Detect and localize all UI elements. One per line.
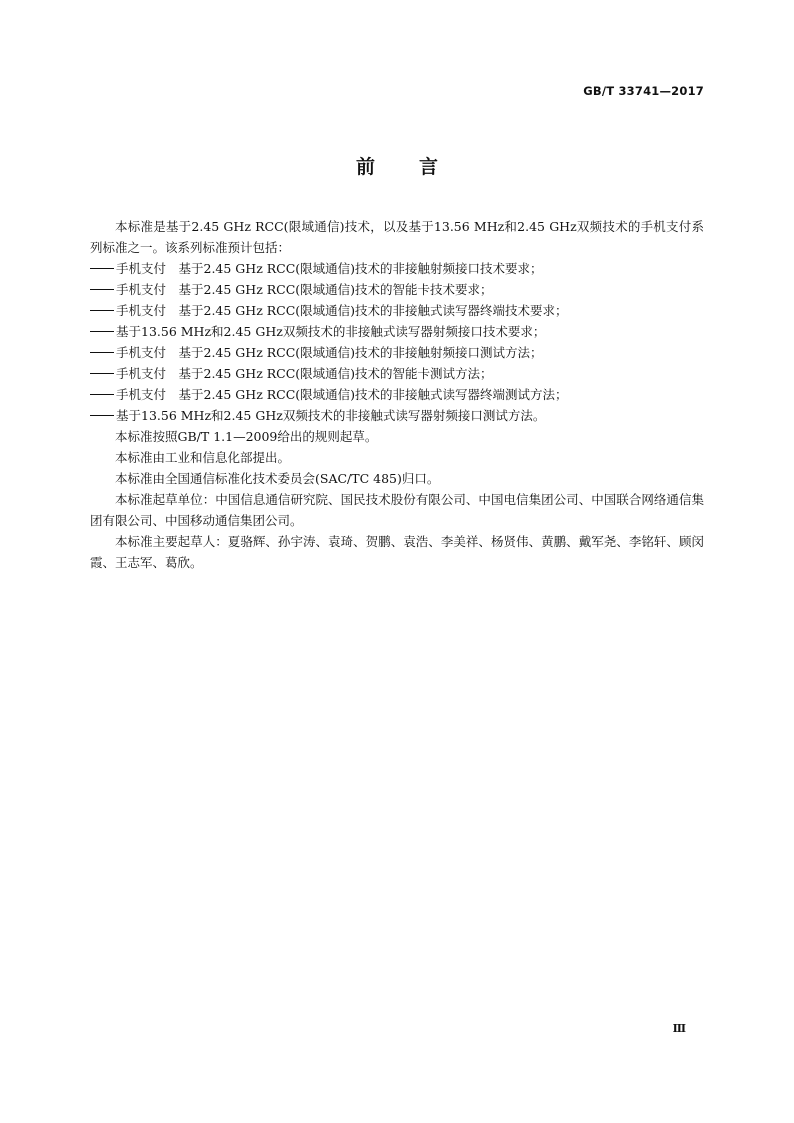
main-drafters-paragraph: 本标准主要起草人：夏骆辉、孙宇涛、袁琦、贺鹏、袁浩、李美祥、杨贤伟、黄鹏、戴军尧、李铭轩、顾闵霞、王志军、葛欣。 (90, 534, 704, 570)
list-item-text: 手机支付 基于2.45 GHz RCC(限域通信)技术的非接触射频接口技术要求； (116, 261, 543, 276)
proposed-by-paragraph: 本标准由工业和信息化部提出。 (115, 450, 291, 465)
list-item (90, 363, 704, 384)
intro-paragraph: 本标准是基于2.45 GHz RCC(限域通信)技术，以及基于13.56 MHz和2.45 GHz双频技术的手机支付系列标准之一。该系列标准预计包括： (90, 219, 704, 255)
list-item (90, 342, 704, 363)
dash-marker (90, 310, 114, 311)
list-item-text: 手机支付 基于2.45 GHz RCC(限域通信)技术的非接触式读写器终端测试方法； (116, 387, 568, 402)
centralized-by-paragraph: 本标准由全国通信标准化技术委员会(SAC/TC 485)归口。 (115, 471, 440, 486)
list-item-text: 基于13.56 MHz和2.45 GHz双频技术的非接触式读写器射频接口测试方法。 (116, 408, 546, 423)
list-item (90, 258, 704, 279)
dash-marker (90, 352, 114, 353)
list-item (90, 384, 704, 405)
drafting-rules-paragraph: 本标准按照GB/T 1.1—2009给出的规则起草。 (115, 429, 378, 444)
list-item-text: 手机支付 基于2.45 GHz RCC(限域通信)技术的非接触式读写器终端技术要求； (116, 303, 568, 318)
dash-marker (90, 268, 114, 269)
dash-marker (90, 373, 114, 374)
document-body (90, 216, 704, 573)
list-item (90, 279, 704, 300)
page-number: Ⅲ (672, 1022, 686, 1035)
list-item (90, 321, 704, 342)
dash-marker (90, 415, 114, 416)
dash-marker (90, 289, 114, 290)
standard-number: GB/T 33741—2017 (583, 84, 704, 98)
list-item-text: 手机支付 基于2.45 GHz RCC(限域通信)技术的非接触射频接口测试方法； (116, 345, 543, 360)
list-item-text: 手机支付 基于2.45 GHz RCC(限域通信)技术的智能卡测试方法； (116, 366, 493, 381)
page-title: 前言 (355, 156, 482, 178)
dash-marker (90, 394, 114, 395)
list-item (90, 405, 704, 426)
dash-marker (90, 331, 114, 332)
drafting-units-paragraph: 本标准起草单位：中国信息通信研究院、国民技术股份有限公司、中国电信集团公司、中国联合网络通信集团有限公司、中国移动通信集团公司。 (90, 492, 704, 528)
list-item-text: 手机支付 基于2.45 GHz RCC(限域通信)技术的智能卡技术要求； (116, 282, 493, 297)
list-item (90, 300, 704, 321)
list-item-text: 基于13.56 MHz和2.45 GHz双频技术的非接触式读写器射频接口技术要求； (116, 324, 546, 339)
